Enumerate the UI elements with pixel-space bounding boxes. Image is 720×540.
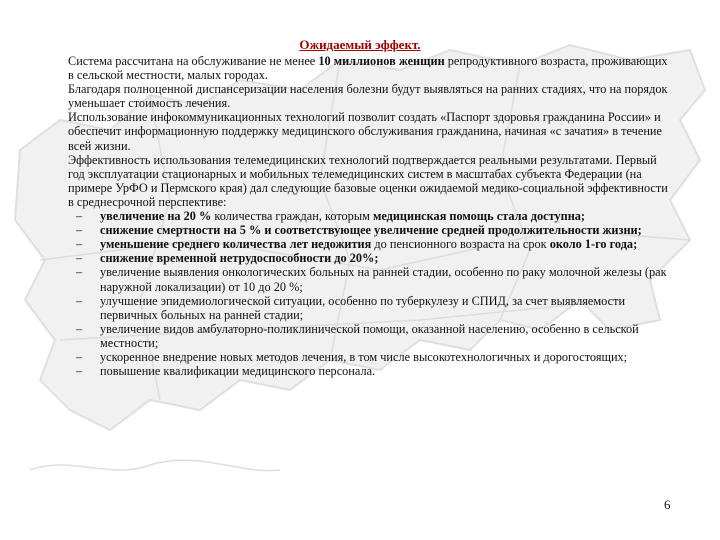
- list-item: – снижение смертности на 5 % и соответствующее увеличение средней продолжительности жизни;: [68, 223, 674, 237]
- paragraph-screening: Благодаря полноценной диспансеризации населения болезни будут выявляться на ранних стадиях, что на порядок уменьшает стоимость лечения.: [68, 82, 668, 111]
- list-item: – увеличение выявления онкологических больных на ранней стадии, особенно по раку молочной железы (рак наружной локализации) от 10 до 20 %;: [68, 265, 674, 293]
- slide-title: Ожидаемый эффект.: [299, 37, 421, 52]
- list-item: – увеличение видов амбулаторно-поликлинической помощи, оказанной населению, особенно в сельской местности;: [68, 322, 674, 350]
- list-item: – уменьшение среднего количества лет недожития до пенсионного возраста на срок около 1-го года;: [68, 237, 674, 251]
- list-item: – ускоренное внедрение новых методов лечения, в том числе высокотехнологичных и дорогостоящих;: [68, 350, 674, 364]
- paragraph-health-passport: Использование инфокоммуникационных технологий позволит создать «Паспорт здоровья гражданина России» и обеспечит информационную поддержку медицинского обслуживания гражданина, начиная «с зачатия» в течение всей жизни.: [68, 110, 662, 153]
- paragraph-effectiveness: Эффективность использования телемедицинских технологий подтверждается реальными результатами. Первый год эксплуатации стационарных и мобильных телемедицинских систем в масштабах субъекта Федерации (на примере УрФО и Пермского края) дал следующие базовые оценки ожидаемой медико-социальной эффективности в среднесрочной перспективе:: [68, 152, 668, 209]
- page-number: 6: [664, 497, 671, 512]
- list-item: – снижение временной нетрудоспособности до 20%;: [68, 251, 674, 265]
- slide-body: [68, 54, 674, 378]
- list-item: – увеличение на 20 % количества граждан, которым медицинская помощь стала доступна;: [68, 209, 674, 223]
- list-item: – повышение квалификации медицинского персонала.: [68, 364, 674, 378]
- list-item: – улучшение эпидемиологической ситуации, особенно по туберкулезу и СПИД, за счет выявляемости первичных больных на ранней стадии;: [68, 294, 674, 322]
- effects-list: [68, 209, 674, 378]
- paragraph-target-audience: Система рассчитана на обслуживание не менее 10 миллионов женщин репродуктивного возраста, проживающих в сельской местности, малых городах.: [68, 54, 668, 83]
